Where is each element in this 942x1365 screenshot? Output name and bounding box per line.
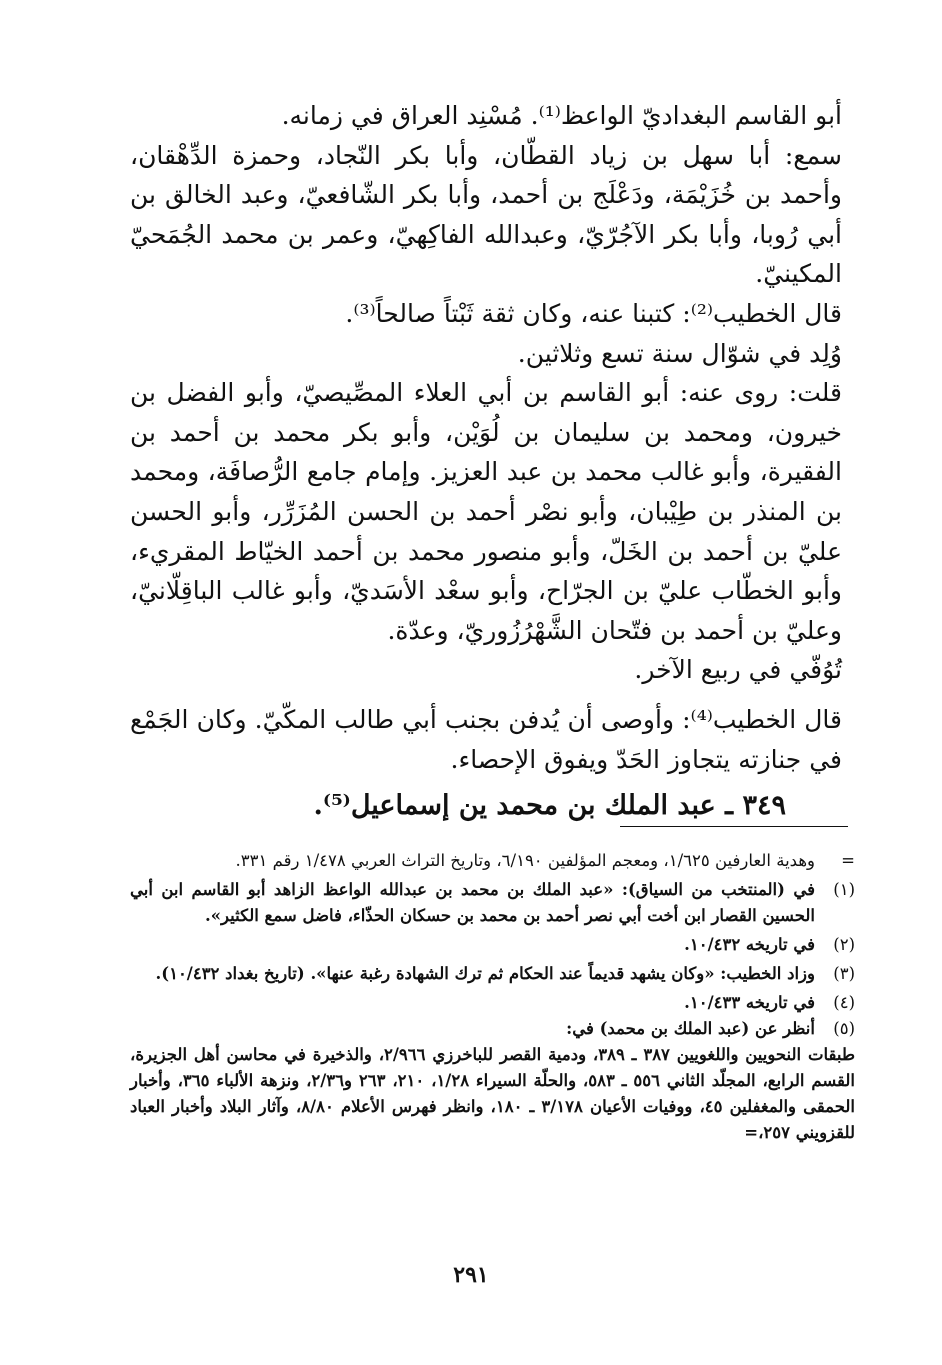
footnote-text: وزاد الخطيب: «وكان يشهد قديماً عند الحكام ثم ترك الشهادة رغبة عنها». (تاريخ بغداد ١٠/٤٣٢). xyxy=(155,964,815,983)
footnote-number: (٥) xyxy=(833,1019,855,1038)
paragraph-2: سمع: أبا سهل بن زياد القطّان، وأبا بكر النّجاد، وحمزة الدِّهْقان، وأحمد بن خُزَيْمَة، ودَعْلَج بن أحمد، وأبا بكر الشّافعيّ، وعبد الخالق بن أبي رُوبا، وأبا بكر الآجُرّيّ، وعبدالله الفاكِهيّ، وعمر بن محمد الجُمَحيّ المكينيّ. xyxy=(130,140,842,289)
paragraph-3: قال الخطيب⁽²⁾: كتبنا عنه، وكان ثقة ثَبْتاً صالحاً⁽³⁾. xyxy=(345,298,842,328)
footnote-4 xyxy=(130,990,855,1016)
footnote-1 xyxy=(130,877,855,929)
footnote-text: في (المنتخب من السياق): «عبد الملك بن محمد بن عبدالله الواعظ الزاهد أبو القاسم ابن أبي الحسين القصار ابن أخت أبي نصر أحمد بن محمد بن حسكان الحذّاء، فاضل سمع الكثير». xyxy=(130,880,815,925)
footnote-text: في تاريخه ١٠/٤٣٢. xyxy=(684,935,815,954)
footnote-continuation xyxy=(130,848,855,874)
footnote-3 xyxy=(130,961,855,987)
footnote-sources-text: طبقات النحويين واللغويين ٣٨٧ ـ ٣٨٩، ودمية القصر للباخرزي ٢/٩٦٦، والذخيرة في محاسن أهل الجزيرة، القسم الرابع، المجلّد الثاني ٥٥٦ ـ ٥٨٣، والحلّة السيراء ١/٢٨، ٢١٠، ٢٦٣ و٢/٣٦، ونزهة الألباء ٣٦٥، وأخبار الحمقى والمغفلين ٤٥، ووفيات الأعيان ٣/١٧٨ ـ ١٨٠، وانظر فهرس الأعلام ٨/٨٠، وآثار البلاد وأخبار العباد للقزويني ٢٥٧،= xyxy=(130,1045,855,1142)
footnote-number: = xyxy=(841,851,855,870)
footnote-text: أنظر عن (عبد الملك بن محمد) في: xyxy=(566,1019,815,1038)
paragraph-5: قلت: روى عنه: أبو القاسم بن أبي العلاء المصِّيصيّ، وأبو الفضل بن خيرون، ومحمد بن سليمان بن لُوَيْن، وأبو بكر محمد بن أحمد بن الفقيرة، وأبو غالب محمد بن عبد العزيز. وإمام جامع الرُّصافَة، ومحمد بن المنذر بن طِيْبان، وأبو نصْر أحمد بن الحسن المُزَرِّر، وأبو الحسن عليّ بن أحمد بن الخَلّ، وأبو منصور محمد بن أحمد الخيّاط المقريء، وأبو الخطّاب عليّ بن الجرّاح، وأبو سعْد الأسَديّ، وأبو غالب الباقِلّانيّ، وعليّ بن أحمد بن فتّحان الشَّهْرُزُوريّ، وعدّة. xyxy=(130,378,842,645)
footnotes xyxy=(130,848,855,1146)
footnote-2 xyxy=(130,932,855,958)
paragraph-7: قال الخطيب⁽⁴⁾: وأوصى أن يُدفن بجنب أبي طالب المكّيّ. وكان الجَمْع في جنازته يتجاوز الحَدّ ويفوق الإحصاء. xyxy=(130,704,842,774)
footnote-text: وهدية العارفين ١/٦٢٥، ومعجم المؤلفين ٦/١٩٠، وتاريخ التراث العربي ١/٤٧٨ رقم ٣٣١. xyxy=(235,851,815,870)
main-text xyxy=(130,96,842,827)
footnote-separator xyxy=(620,826,848,827)
footnote-number: (١) xyxy=(833,880,855,899)
page-number: ٢٩١ xyxy=(453,1262,489,1288)
footnote-number: (٣) xyxy=(833,964,855,983)
footnote-number: (٤) xyxy=(833,993,855,1012)
entry-heading: ٣٤٩ ـ عبد الملك بن محمد ين إسماعيل⁽⁵⁾. xyxy=(313,790,786,822)
footnote-number: (٢) xyxy=(833,935,855,954)
footnote-text: في تاريخه ١٠/٤٣٣. xyxy=(684,993,815,1012)
footnote-5-sources xyxy=(130,1042,855,1146)
paragraph-1: أبو القاسم البغداديّ الواعظ⁽¹⁾. مُسْنِد العراق في زمانه. xyxy=(281,101,842,130)
paragraph-4: وُلِد في شوّال سنة تسع وثلاثين. xyxy=(517,338,842,368)
footnote-5 xyxy=(130,1016,855,1042)
paragraph-6: تُوُفّي في ربيع الآخر. xyxy=(634,655,842,685)
